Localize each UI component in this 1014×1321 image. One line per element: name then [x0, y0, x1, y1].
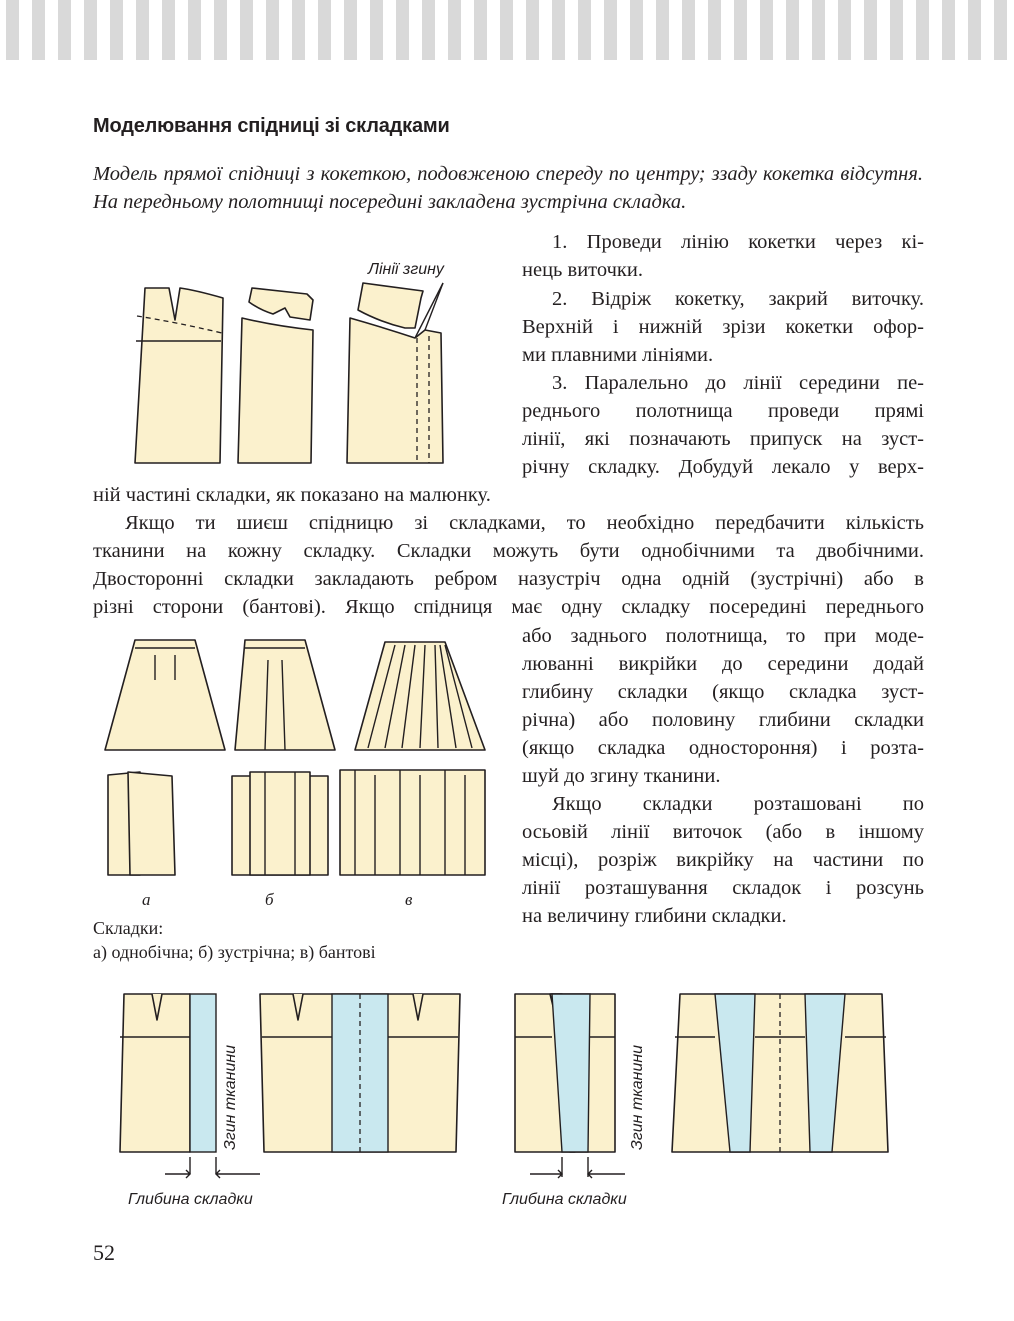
header-stripe	[760, 0, 773, 60]
para2-line: річна) або половину глибини складки	[522, 709, 924, 731]
label-a: а	[142, 890, 151, 909]
header-stripe	[708, 0, 721, 60]
depth-label-2: Глибина складки	[502, 1191, 627, 1208]
para2-line: різні сторони (бантові). Якщо спідниця має одну складку посередині переднього	[93, 596, 924, 618]
steps-line: 3. Паралельно до лінії середини пе-	[552, 372, 924, 394]
para2-line: люванні викрійки до середини додай	[522, 653, 924, 675]
header-stripe	[656, 0, 669, 60]
header-stripe	[318, 0, 331, 60]
page-number: 52	[93, 1240, 115, 1265]
header-stripes	[0, 0, 1014, 60]
skirt-single-pleat	[105, 640, 225, 750]
header-stripe	[682, 0, 695, 60]
para3-line: місці), розріж викрійку на частини по	[522, 849, 924, 871]
skirt-box-pleats	[355, 642, 485, 750]
section-heading: Моделювання спідниці зі складками	[93, 115, 450, 137]
header-stripe	[58, 0, 71, 60]
pattern-full-front-split	[672, 994, 888, 1152]
header-stripe	[604, 0, 617, 60]
pattern-half-front-fold	[120, 994, 260, 1208]
steps-line: ній частині складки, як показано на малюнку.	[93, 484, 491, 506]
para2-line: (якщо складка одностороння) і розта-	[522, 737, 924, 759]
figure2-caption-text: а) однобічна; б) зустрічна; в) бантові	[93, 942, 376, 962]
pattern-box-pleats	[340, 770, 485, 875]
header-stripe	[32, 0, 45, 60]
header-stripe	[162, 0, 175, 60]
pattern-yoke-cut	[238, 288, 313, 463]
para2-line: глибину складки (якщо складка зуст-	[522, 681, 924, 703]
header-stripe	[422, 0, 435, 60]
header-stripe	[942, 0, 955, 60]
figure-pleat-depth	[110, 982, 900, 1212]
header-stripe	[500, 0, 513, 60]
header-stripe	[786, 0, 799, 60]
header-stripe	[448, 0, 461, 60]
para3-line: осьовій лінії виточок (або в іншому	[522, 821, 924, 843]
header-stripe	[474, 0, 487, 60]
pattern-single-pleat	[108, 772, 175, 875]
pattern-full-front-pleat	[260, 994, 460, 1152]
para2-line: шуй до згину тканини.	[522, 765, 721, 787]
header-stripe	[292, 0, 305, 60]
steps-line: реднього полотнища проведи прямі	[522, 400, 924, 422]
header-stripe	[136, 0, 149, 60]
pattern-pleat-allowance	[347, 261, 445, 463]
header-stripe	[968, 0, 981, 60]
fold-lines-label: Лінії згину	[368, 261, 444, 278]
header-stripe	[916, 0, 929, 60]
label-b: б	[265, 890, 274, 909]
header-stripe	[578, 0, 591, 60]
para3-line: Якщо складки розташовані по	[552, 793, 924, 815]
header-stripe	[396, 0, 409, 60]
intro-paragraph: Модель прямої спідниці з кокеткою, подовженою спереду по центру; ззаду кокетка відсутня. На передньому полотнищі посередині закладена зустрічна складка.	[93, 163, 923, 213]
steps-line: 1. Проведи лінію кокетки через кі-	[552, 231, 924, 253]
para2-line: або заднього полотнища, то при моде-	[522, 625, 924, 647]
header-stripe	[344, 0, 357, 60]
header-stripe	[266, 0, 279, 60]
label-v: в	[405, 890, 413, 909]
steps-line: річну складку. Добудуй лекало у верх-	[522, 456, 924, 478]
header-stripe	[214, 0, 227, 60]
steps-line: 2. Відріж кокетку, закрий виточку.	[552, 288, 924, 310]
pattern-half-front-split	[502, 994, 646, 1208]
figure-yoke-modelling	[125, 258, 470, 468]
fold-label-1: Згин тканини	[222, 1044, 239, 1150]
para2-line: тканини на кожну складку. Складки можуть бути однобічними та двобічними.	[93, 540, 924, 562]
para3-line: на величину глибини складки.	[522, 905, 787, 927]
header-stripe	[890, 0, 903, 60]
skirt-inverted-pleat	[235, 640, 335, 750]
para2-line: Якщо ти шиєш спідницю зі складками, то необхідно передбачити кількість	[125, 512, 924, 534]
steps-line: ми плавними лініями.	[522, 344, 714, 366]
figure2-caption-title: Складки:	[93, 918, 164, 938]
pattern-original	[135, 288, 223, 463]
pattern-inverted-pleat	[232, 772, 328, 875]
header-stripe	[188, 0, 201, 60]
header-stripe	[240, 0, 253, 60]
header-stripe	[84, 0, 97, 60]
header-stripe	[526, 0, 539, 60]
header-stripe	[6, 0, 19, 60]
header-stripe	[734, 0, 747, 60]
header-stripe	[864, 0, 877, 60]
header-stripe	[552, 0, 565, 60]
header-stripe	[994, 0, 1007, 60]
header-stripe	[110, 0, 123, 60]
fold-label-2: Згин тканини	[629, 1044, 646, 1150]
para3-line: лінії розташування складок і розсунь	[522, 877, 924, 899]
steps-line: Верхній і нижній зрізи кокетки офор-	[522, 316, 924, 338]
header-stripe	[370, 0, 383, 60]
header-stripe	[630, 0, 643, 60]
header-stripe	[812, 0, 825, 60]
para2-line: Двосторонні складки закладають ребром назустріч одна одній (зустрічні) або в	[93, 568, 924, 590]
header-stripe	[838, 0, 851, 60]
steps-line: лінії, які позначають припуск на зуст-	[522, 428, 924, 450]
figure-pleat-types	[100, 630, 500, 915]
steps-line: нець виточки.	[522, 259, 643, 281]
depth-label-1: Глибина складки	[128, 1191, 253, 1208]
